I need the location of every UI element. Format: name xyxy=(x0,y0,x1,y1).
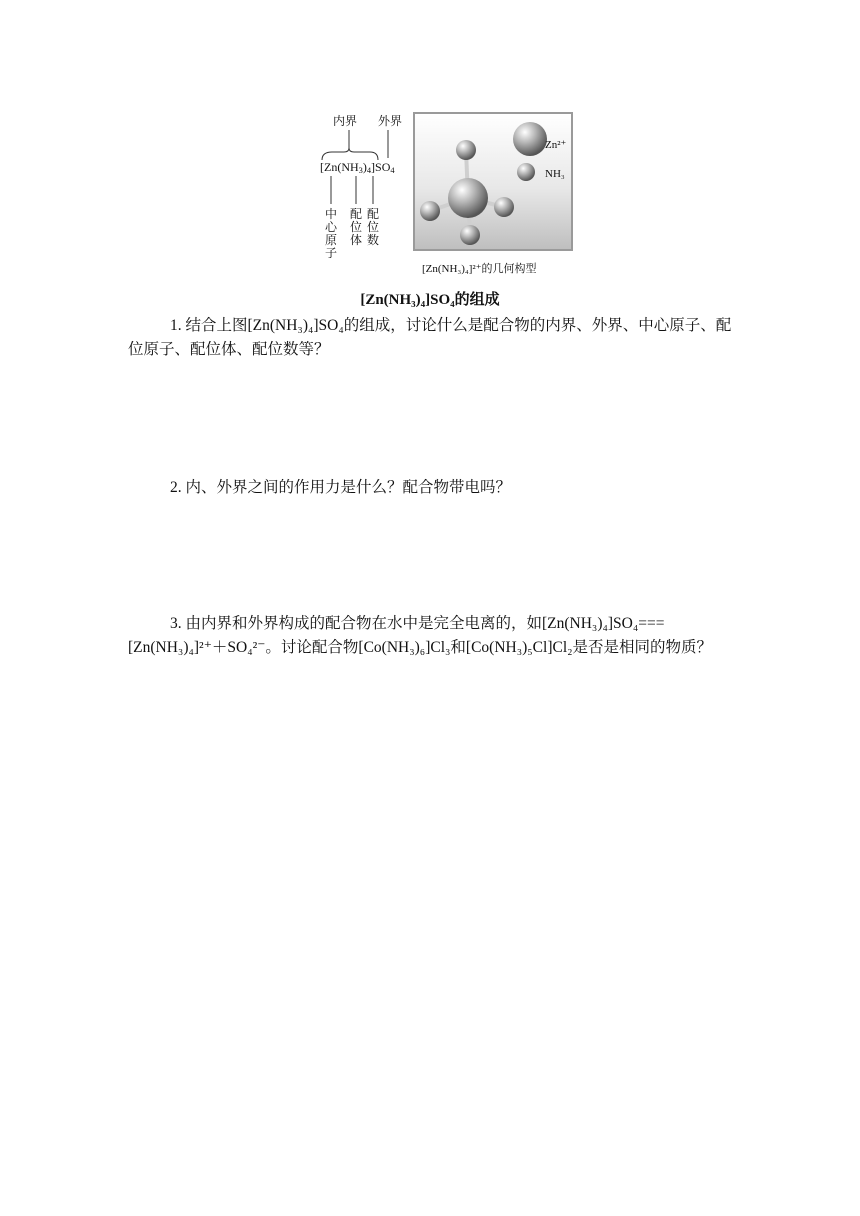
nh3-ball xyxy=(456,140,476,160)
nh3-ball xyxy=(460,225,480,245)
nh3-ball xyxy=(494,197,514,217)
central-atom-label: 中心原子 xyxy=(325,207,338,260)
coordination-number-label: 配位数 xyxy=(367,207,380,247)
figure-formula: $[Zn(NH_3)_4]SO_4$ xyxy=(320,160,395,176)
nh3-ball xyxy=(420,201,440,221)
legend-nh3-label: NH₃ xyxy=(545,168,565,180)
zn-ball xyxy=(448,178,488,218)
composition-figure xyxy=(318,108,578,280)
inner-sphere-label: 内界 xyxy=(333,114,358,128)
question-3: 3. 由内界和外界构成的配合物在水中是完全电离的，如[Zn(NH₃)₄]SO₄===[Zn(NH₃)₄]²⁺＋SO₄²⁻。讨论配合物[Co(NH₃)₆]Cl₃和[Co(NH₃)₅Cl]Cl₂是否是相同的物质？ xyxy=(128,615,713,656)
ligand-label: 配位体 xyxy=(350,207,363,247)
panel-caption: [Zn(NH₃)₄]²⁺的几何构型 xyxy=(422,263,537,275)
question-2: 2. 内、外界之间的作用力是什么？配合物带电吗？ xyxy=(170,479,512,496)
legend-zn-ball xyxy=(513,122,547,156)
legend-zn-label: Zn²⁺ xyxy=(545,139,567,151)
legend-nh3-ball xyxy=(517,163,535,181)
question-1: 1. 结合上图[Zn(NH₃)₄]SO₄的组成，讨论什么是配合物的内界、外界、中心原子、配位原子、配位体、配位数等？ xyxy=(128,317,732,358)
tetrahedral-model xyxy=(415,114,571,249)
geometry-panel xyxy=(413,112,573,251)
outer-sphere-label: 外界 xyxy=(378,114,403,128)
figure-caption: [Zn(NH₃)₄]SO₄的组成 xyxy=(360,292,500,308)
